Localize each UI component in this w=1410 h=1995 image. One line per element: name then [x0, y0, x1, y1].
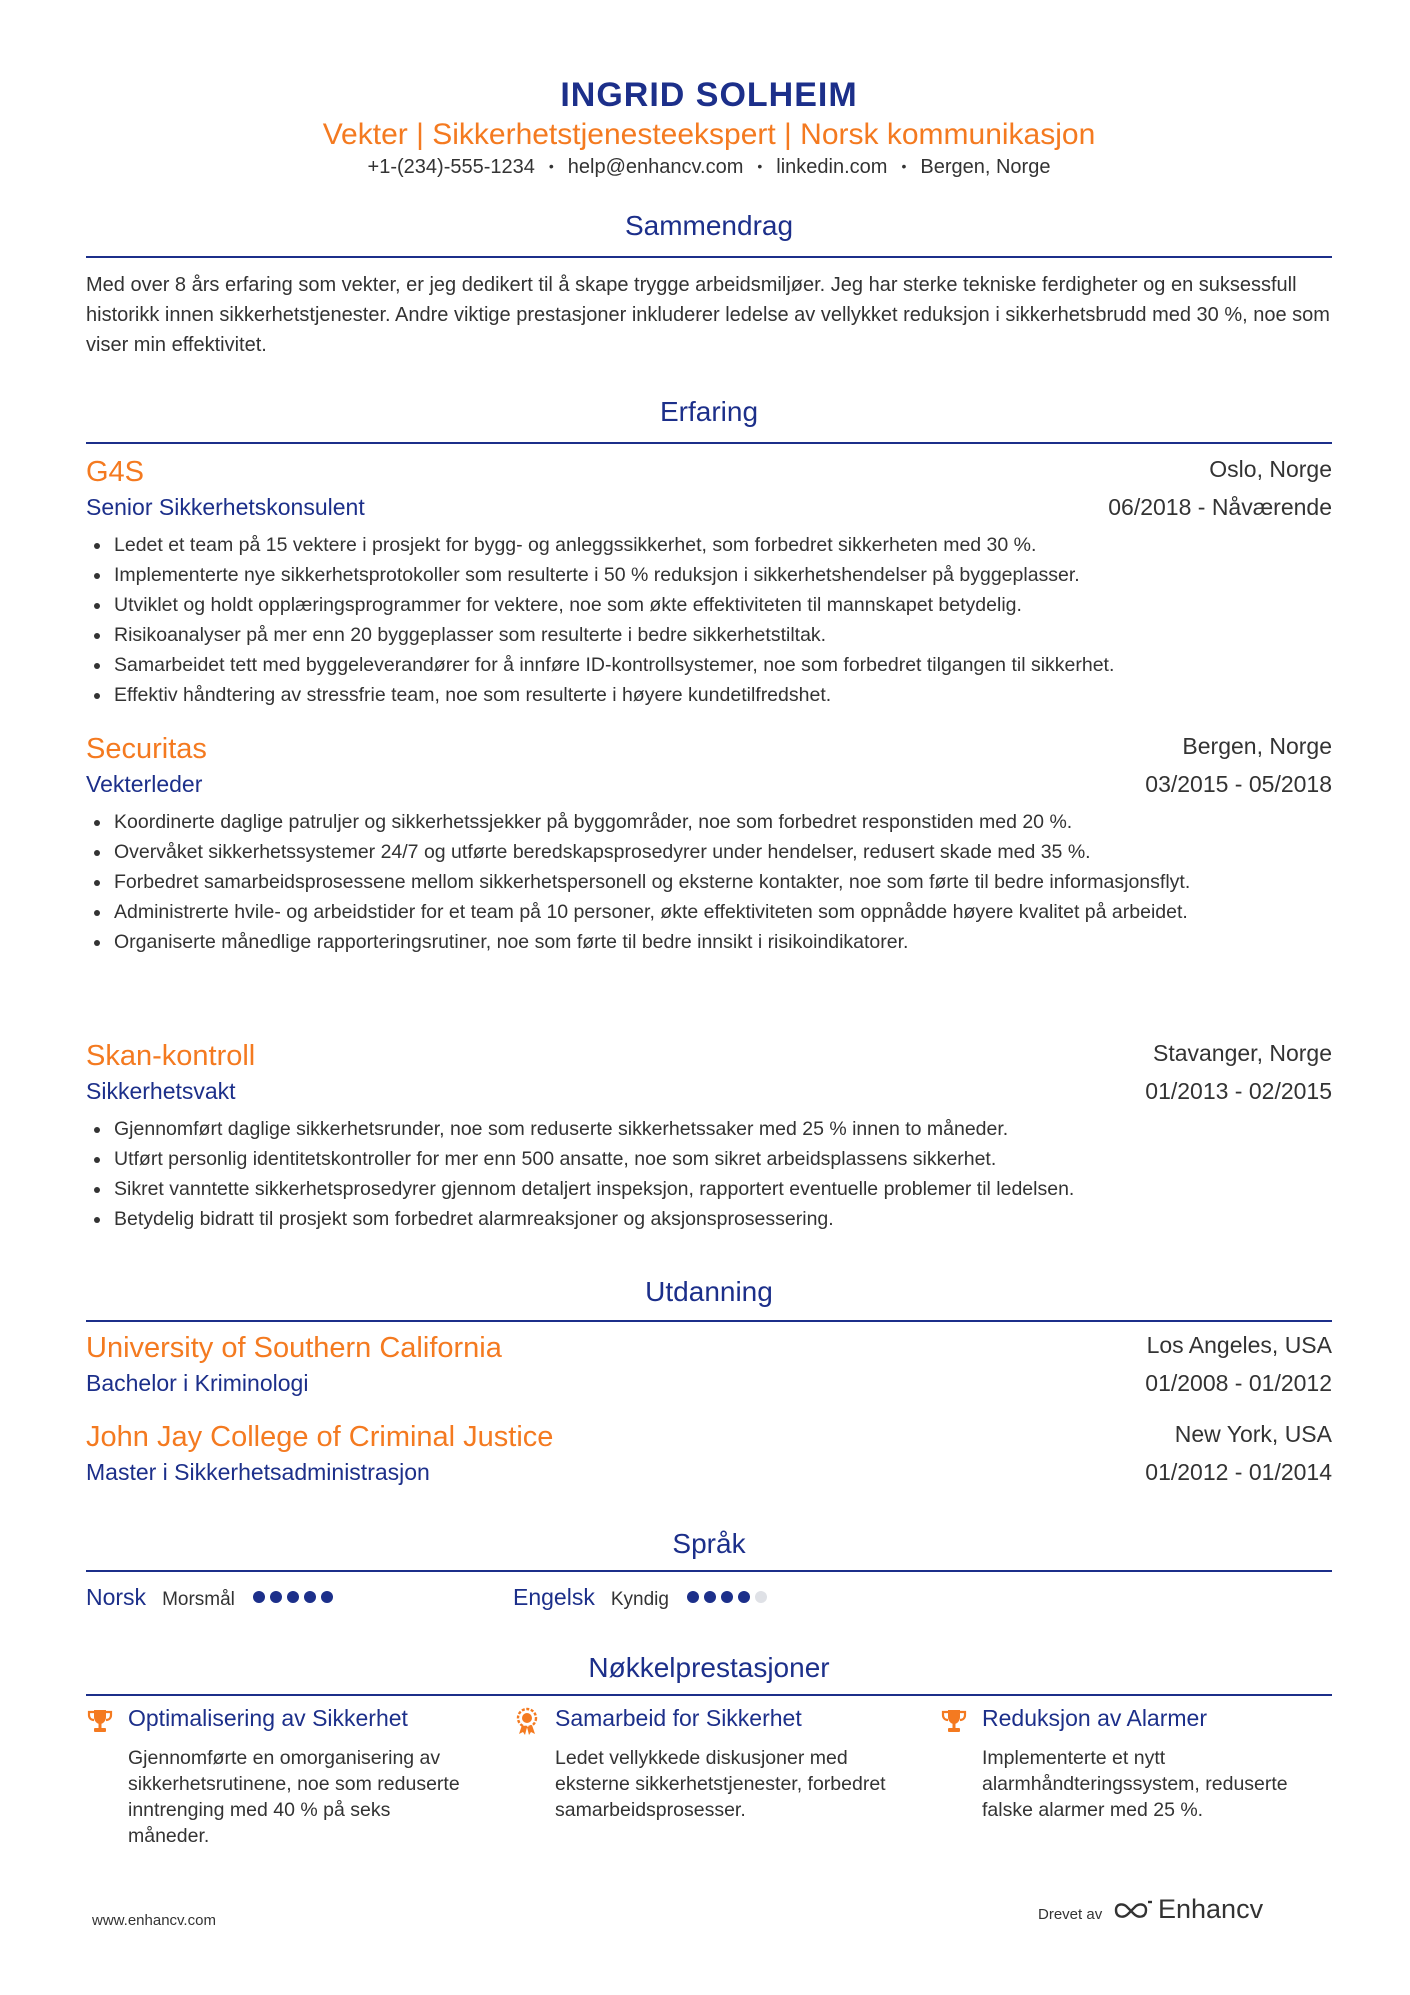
experience-item	[86, 733, 1332, 957]
list-item: Overvåket sikkerhetssystemer 24/7 og utførte beredskapsprosedyrer under hendelser, redusert skade med 35 %.	[86, 837, 1332, 867]
language-name: Engelsk	[513, 1584, 595, 1610]
school-location: New York, USA	[1174, 1421, 1332, 1447]
list-item: Sikret vanntette sikkerhetsprosedyrer gjennom detaljert inspeksjon, rapportert eventuelle problemer til ledelsen.	[86, 1174, 1332, 1204]
company-name: G4S	[86, 456, 145, 488]
section-title-education: Utdanning	[645, 1276, 773, 1307]
section-title-languages: Språk	[672, 1528, 746, 1559]
job-dates: 03/2015 - 05/2018	[1145, 771, 1332, 797]
education-dates: 01/2008 - 01/2012	[1145, 1370, 1332, 1396]
section-divider	[86, 1694, 1332, 1696]
achievement-description: Ledet vellykkede diskusjoner med eksterne sikkerhetstjenester, forbedret samarbeidsprosesser.	[555, 1747, 886, 1821]
company-name: Securitas	[86, 733, 207, 765]
school-name: John Jay College of Criminal Justice	[86, 1421, 554, 1453]
education-item	[86, 1332, 1332, 1406]
school-location: Los Angeles, USA	[1146, 1332, 1332, 1358]
job-role: Vekterleder	[86, 771, 203, 797]
list-item: Utført personlig identitetskontroller for mer enn 500 ansatte, noe som sikret arbeidsplassens sikkerhet.	[86, 1144, 1332, 1174]
education-item	[86, 1421, 1332, 1495]
list-item: Gjennomført daglige sikkerhetsrunder, noe som reduserte sikkerhetssaker med 25 % innen to måneder.	[86, 1114, 1332, 1144]
contact-line	[86, 156, 1332, 179]
enhancv-logo-icon	[1112, 1898, 1156, 1922]
list-item: Koordinerte daglige patruljer og sikkerhetssjekker på byggområder, noe som forbedret responstiden med 20 %.	[86, 807, 1332, 837]
section-title-achievements: Nøkkelprestasjoner	[588, 1652, 830, 1683]
language-level: Morsmål	[162, 1589, 235, 1610]
job-dates: 06/2018 - Nåværende	[1108, 494, 1332, 520]
section-divider	[86, 256, 1332, 258]
language-level: Kyndig	[610, 1589, 669, 1610]
rating-dot-filled	[721, 1591, 733, 1603]
linkedin[interactable]: linkedin.com	[776, 156, 888, 178]
trophy-icon	[86, 1707, 114, 1735]
job-location: Oslo, Norge	[1209, 456, 1332, 482]
job-role: Sikkerhetsvakt	[86, 1078, 236, 1104]
rating-dot-filled	[687, 1591, 699, 1603]
rating-dot-empty	[755, 1591, 767, 1603]
footer-website[interactable]: www.enhancv.com	[92, 1912, 216, 1929]
phone: +1-(234)-555-1234	[367, 156, 535, 178]
job-bullets	[86, 530, 1332, 710]
footer-brand: Enhancv	[1158, 1894, 1264, 1924]
achievement-description: Gjennomførte en omorganisering av sikkerhetsrutinene, noe som reduserte inntrenging med 40 % på seks måneder.	[128, 1747, 460, 1847]
list-item: Utviklet og holdt opplæringsprogrammer for vektere, noe som økte effektiviteten til mannskapet betydelig.	[86, 590, 1332, 620]
rating-dot-filled	[253, 1591, 265, 1603]
list-item: Betydelig bidratt til prosjekt som forbedret alarmreaksjoner og aksjonsprosessering.	[86, 1204, 1332, 1234]
job-bullets	[86, 807, 1332, 957]
rating-dot-filled	[287, 1591, 299, 1603]
rating-dot-filled	[304, 1591, 316, 1603]
rating-dot-filled	[321, 1591, 333, 1603]
separator: •	[901, 158, 907, 174]
rating-dot-filled	[270, 1591, 282, 1603]
company-name: Skan-kontroll	[86, 1040, 256, 1072]
section-divider	[86, 442, 1332, 444]
school-name: University of Southern California	[86, 1332, 502, 1364]
job-bullets	[86, 1114, 1332, 1234]
separator: •	[757, 158, 763, 174]
section-divider	[86, 1570, 1332, 1572]
language-list	[86, 1584, 1332, 1618]
list-item: Administrerte hvile- og arbeidstider for et team på 10 personer, økte effektiviteten som oppnådde høyere kvalitet på arbeidet.	[86, 897, 1332, 927]
job-location: Stavanger, Norge	[1152, 1040, 1332, 1066]
job-dates: 01/2013 - 02/2015	[1145, 1078, 1332, 1104]
award-medal-icon	[513, 1707, 541, 1735]
rating-dot-filled	[704, 1591, 716, 1603]
list-item: Forbedret samarbeidsprosessene mellom sikkerhetspersonell og eksterne kontakter, noe som førte til bedre informasjonsflyt.	[86, 867, 1332, 897]
list-item: Ledet et team på 15 vektere i prosjekt for bygg- og anleggssikkerhet, som forbedret sikkerheten med 30 %.	[86, 530, 1332, 560]
achievement-description: Implementerte et nytt alarmhåndteringssystem, reduserte falske alarmer med 25 %.	[982, 1747, 1288, 1821]
email[interactable]: help@enhancv.com	[567, 156, 744, 178]
experience-item	[86, 456, 1332, 710]
language-rating	[253, 1590, 338, 1608]
list-item: Samarbeidet tett med byggeleverandører for å innføre ID-kontrollsystemer, noe som forbedret tilgangen til sikkerhet.	[86, 650, 1332, 680]
summary-text: Med over 8 års erfaring som vekter, er jeg dedikert til å skape trygge arbeidsmiljøer. Jeg har sterke tekniske ferdigheter og en suksessfull historikk innen sikkerhetstjenester. Andre viktige prestasjoner inkluderer ledelse av vellykket reduksjon i sikkerhetsbrudd med 30 %, noe som viser min effektivitet.	[86, 274, 1330, 356]
trophy-icon	[940, 1707, 968, 1735]
education-dates: 01/2012 - 01/2014	[1145, 1459, 1332, 1485]
achievement-title: Optimalisering av Sikkerhet	[128, 1705, 408, 1731]
section-divider	[86, 1320, 1332, 1322]
language-rating	[687, 1590, 772, 1608]
candidate-subtitle: Vekter | Sikkerhetstjenesteekspert | Norsk kommunikasjon	[322, 118, 1096, 151]
footer-powered-by: Drevet av	[1038, 1906, 1103, 1923]
section-title-experience: Erfaring	[659, 396, 759, 427]
separator: •	[548, 158, 554, 174]
rating-dot-filled	[738, 1591, 750, 1603]
list-item: Effektiv håndtering av stressfrie team, noe som resulterte i høyere kundetilfredshet.	[86, 680, 1332, 710]
job-location: Bergen, Norge	[1182, 733, 1332, 759]
list-item: Organiserte månedlige rapporteringsrutiner, noe som førte til bedre innsikt i risikoindikatorer.	[86, 927, 1332, 957]
location: Bergen, Norge	[920, 156, 1051, 178]
candidate-name: INGRID SOLHEIM	[560, 76, 858, 114]
list-item: Implementerte nye sikkerhetsprotokoller som resulterte i 50 % reduksjon i sikkerhetshendelser på byggeplasser.	[86, 560, 1332, 590]
degree: Bachelor i Kriminologi	[86, 1370, 309, 1396]
achievement-title: Samarbeid for Sikkerhet	[555, 1705, 802, 1731]
language-item	[513, 1584, 772, 1611]
list-item: Risikoanalyser på mer enn 20 byggeplasser som resulterte i bedre sikkerhetstiltak.	[86, 620, 1332, 650]
section-title-summary: Sammendrag	[624, 210, 794, 241]
degree: Master i Sikkerhetsadministrasjon	[86, 1459, 430, 1485]
achievement-title: Reduksjon av Alarmer	[982, 1705, 1207, 1731]
experience-item	[86, 1040, 1332, 1234]
language-name: Norsk	[86, 1584, 147, 1610]
job-role: Senior Sikkerhetskonsulent	[86, 494, 365, 520]
language-item	[86, 1584, 338, 1611]
